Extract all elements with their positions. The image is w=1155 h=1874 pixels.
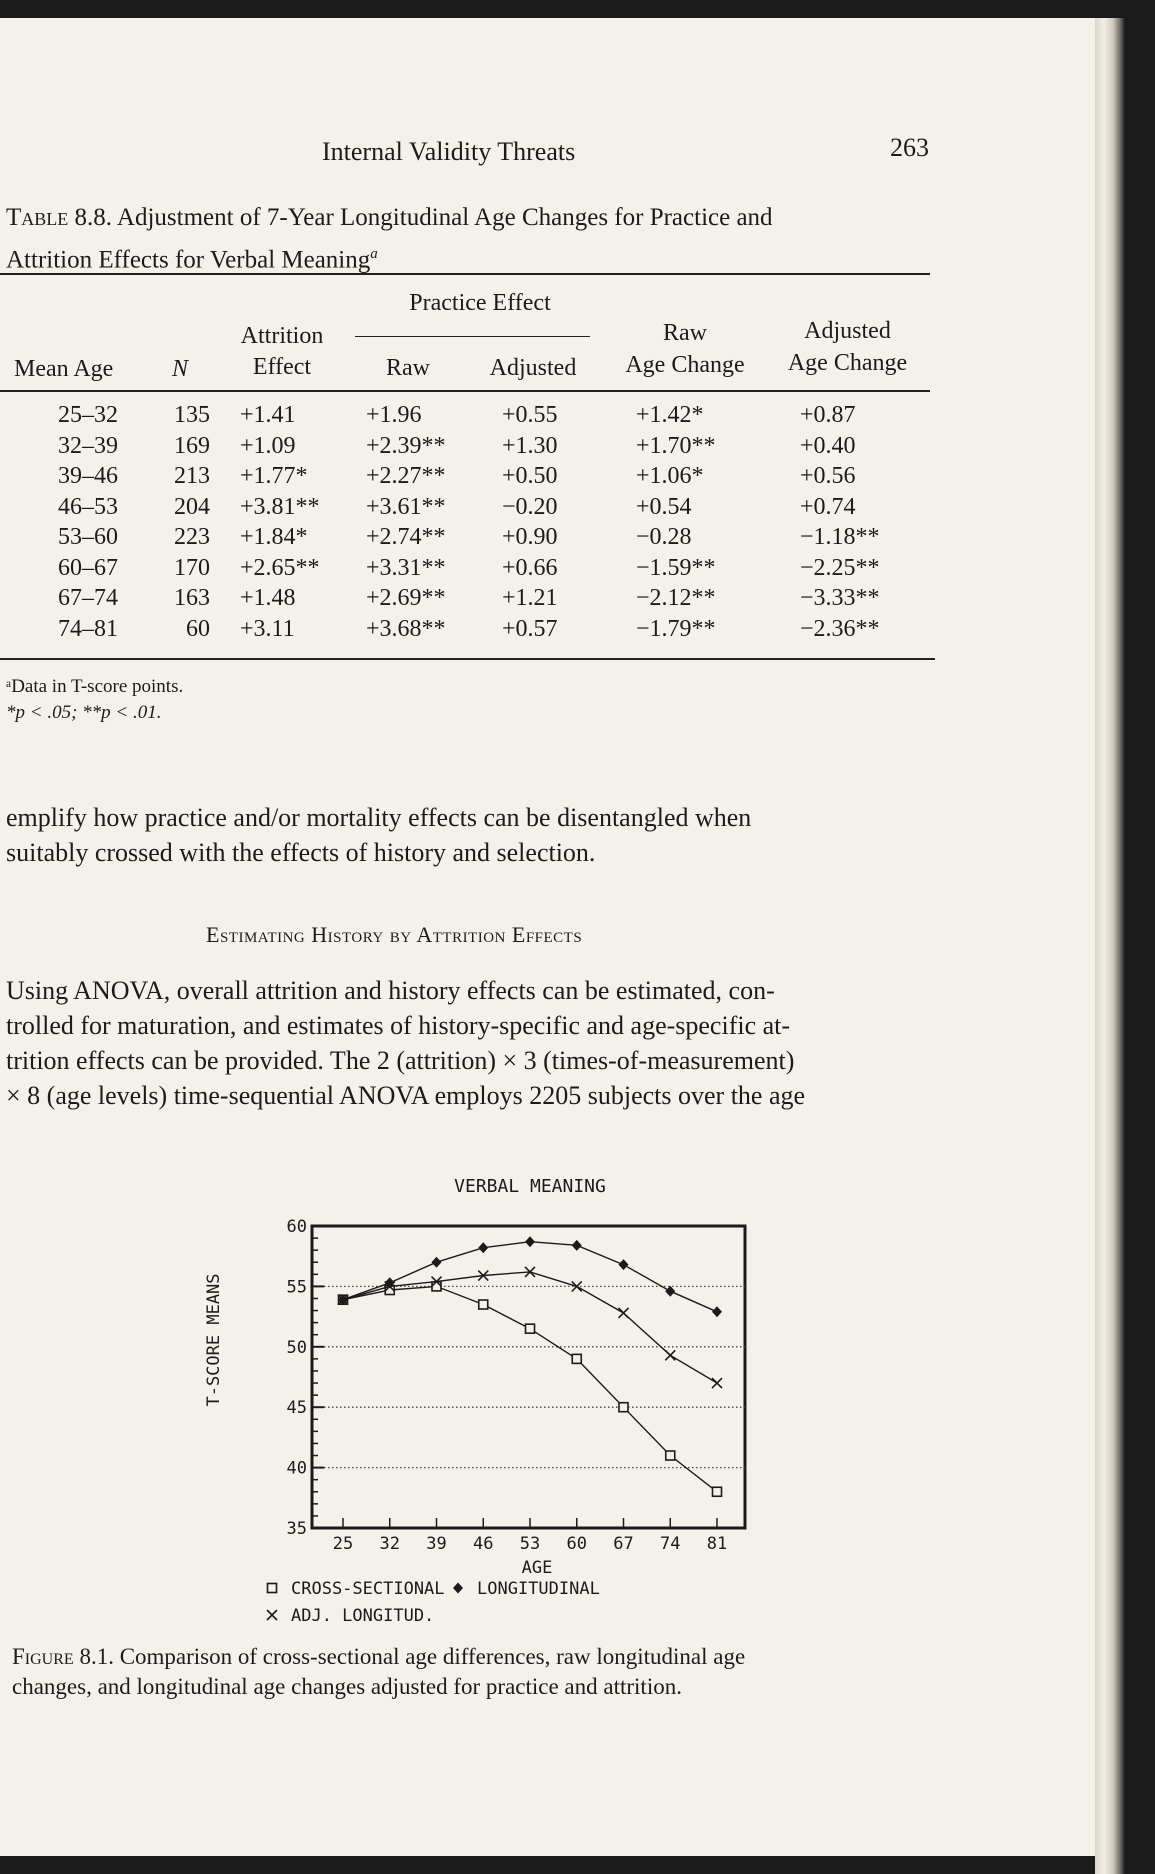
x-tick-label: 67 xyxy=(613,1534,634,1554)
page-edge xyxy=(1095,18,1125,1874)
legend-marker xyxy=(267,1610,277,1620)
header-raw-change-1: Raw xyxy=(663,320,707,346)
y-tick-label: 55 xyxy=(286,1277,307,1298)
table-cell-n: 204 xyxy=(174,493,210,520)
table-cell-raw-age-change: −2.12** xyxy=(636,585,716,611)
paragraph-1 xyxy=(6,800,936,870)
data-point-adj-longitud xyxy=(619,1308,629,1318)
paragraph-2-line-3: trition effects can be provided. The 2 (attrition) × 3 (times-of-measurement) xyxy=(6,1046,795,1075)
table-cell-raw-age-change: +1.42* xyxy=(636,402,704,428)
table-cell-mean-age: 39–46 xyxy=(58,463,118,489)
y-tick-label: 45 xyxy=(286,1398,307,1419)
table-cell-adjusted-age-change: +0.40 xyxy=(800,432,856,459)
table-cell-attrition-effect: +2.65** xyxy=(240,554,320,581)
table-footnote-1: ᵃData in T-score points. xyxy=(6,676,184,697)
header-n: N xyxy=(172,356,189,382)
table-cell-practice-adjusted: −0.20 xyxy=(502,493,558,520)
y-tick-label: 35 xyxy=(286,1519,307,1539)
table-cell-practice-adjusted: +1.30 xyxy=(502,432,558,459)
table-cell-practice-adjusted: +0.90 xyxy=(502,524,558,550)
table-cell-practice-adjusted: +0.55 xyxy=(502,402,558,428)
table-caption-sup: a xyxy=(370,246,378,262)
paragraph-2-line-1: Using ANOVA, overall attrition and history effects can be estimated, con- xyxy=(6,976,775,1005)
table-cell-raw-age-change: −1.59** xyxy=(636,554,716,581)
practice-span-rule xyxy=(355,336,590,337)
table-cell-adjusted-age-change: +0.87 xyxy=(800,402,856,428)
data-point-cross-sectional xyxy=(479,1300,488,1309)
table-cell-n: 213 xyxy=(174,463,210,489)
header-mean-age: Mean Age xyxy=(14,356,114,382)
table-caption xyxy=(6,200,906,278)
table-cell-mean-age: 32–39 xyxy=(58,432,118,459)
x-tick-label: 39 xyxy=(426,1534,447,1554)
paragraph-2 xyxy=(6,973,936,1113)
header-adj-change-2: Age Change xyxy=(787,350,908,376)
table-cell-mean-age: 67–74 xyxy=(58,585,118,611)
figure-caption-number: 8.1. xyxy=(79,1644,114,1669)
book-page xyxy=(0,18,1125,1856)
table-cell-attrition-effect: +1.48 xyxy=(240,585,296,611)
table-caption-number: 8.8. xyxy=(74,204,113,231)
table-cell-practice-raw: +2.27** xyxy=(366,463,446,489)
figure-caption-prefix: Figure xyxy=(12,1644,74,1669)
table-cell-n: 169 xyxy=(174,432,210,459)
table-cell-practice-adjusted: +0.50 xyxy=(502,463,558,489)
data-point-cross-sectional xyxy=(526,1324,535,1333)
data-point-cross-sectional xyxy=(666,1451,675,1460)
paragraph-2-line-2: trolled for maturation, and estimates of history-specific and age-specific at- xyxy=(6,1011,791,1040)
table-cell-raw-age-change: −1.79** xyxy=(636,615,716,642)
table-cell-attrition-effect: +3.81** xyxy=(240,493,320,520)
table-cell-mean-age: 53–60 xyxy=(58,524,118,550)
table-cell-practice-adjusted: +0.57 xyxy=(502,615,558,642)
chart-title: VERBAL MEANING xyxy=(454,1176,606,1197)
table-cell-raw-age-change: −0.28 xyxy=(636,524,692,550)
chart-legend xyxy=(267,1579,600,1626)
paragraph-2-line-4: × 8 (age levels) time-sequential ANOVA employs 2205 subjects over the age xyxy=(6,1081,806,1110)
table-cell-practice-raw: +3.31** xyxy=(366,554,446,581)
section-heading: Estimating History by Attrition Effects xyxy=(206,922,583,947)
table-cell-adjusted-age-change: −2.36** xyxy=(800,615,880,642)
data-point-longitudinal xyxy=(712,1306,722,1317)
header-raw-change-2: Age Change xyxy=(625,352,745,378)
tick-layer xyxy=(287,1217,728,1554)
table-cell-n: 170 xyxy=(174,554,210,581)
table-cell-practice-raw: +3.68** xyxy=(366,615,446,642)
table-bottom-rule xyxy=(0,658,935,660)
x-tick-label: 81 xyxy=(706,1534,728,1554)
series-line-cross-sectional xyxy=(343,1286,717,1491)
y-tick-label: 40 xyxy=(286,1458,307,1479)
table-header-rule xyxy=(0,390,930,392)
x-tick-label: 60 xyxy=(566,1534,587,1554)
table-cell-adjusted-age-change: −1.18** xyxy=(800,524,880,550)
legend-marker xyxy=(268,1584,277,1593)
legend-label: LONGITUDINAL xyxy=(477,1579,600,1599)
data-point-longitudinal xyxy=(478,1242,488,1253)
series-layer xyxy=(338,1236,722,1496)
table-cell-practice-raw: +2.69** xyxy=(366,585,446,611)
table-cell-adjusted-age-change: −3.33** xyxy=(800,585,880,611)
series-line-longitudinal xyxy=(343,1242,717,1312)
verbal-meaning-chart xyxy=(195,1168,795,1638)
header-attrition-2: Effect xyxy=(252,354,312,380)
table-cell-practice-raw: +2.74** xyxy=(366,524,446,550)
table-cell-n: 223 xyxy=(174,524,210,550)
table-caption-prefix: Table xyxy=(6,204,69,231)
table-cell-raw-age-change: +1.70** xyxy=(636,432,716,459)
table-cell-practice-adjusted: +1.21 xyxy=(502,585,558,611)
table-cell-n: 163 xyxy=(174,585,210,611)
running-title: Internal Validity Threats xyxy=(322,137,576,166)
paragraph-1-line-2: suitably crossed with the effects of history and selection. xyxy=(6,838,596,867)
table-cell-adjusted-age-change: −2.25** xyxy=(800,554,880,581)
table-cell-attrition-effect: +1.09 xyxy=(240,432,296,459)
table-cell-attrition-effect: +1.77* xyxy=(240,463,308,489)
data-point-adj-longitud xyxy=(665,1350,675,1360)
data-point-adj-longitud xyxy=(712,1378,722,1388)
figure-caption-line-1: Comparison of cross-sectional age differences, raw longitudinal age xyxy=(119,1644,746,1669)
y-tick-label: 60 xyxy=(286,1217,307,1237)
table-cell-adjusted-age-change: +0.56 xyxy=(800,463,856,489)
table-cell-attrition-effect: +1.84* xyxy=(240,524,308,550)
figure-caption xyxy=(12,1642,947,1702)
x-tick-label: 25 xyxy=(332,1534,354,1554)
table-cell-mean-age: 46–53 xyxy=(58,493,118,520)
data-point-longitudinal xyxy=(665,1286,675,1297)
header-raw: Raw xyxy=(386,355,430,381)
table-cell-n: 60 xyxy=(186,615,210,642)
data-point-longitudinal xyxy=(525,1236,535,1247)
x-tick-label: 32 xyxy=(379,1534,400,1554)
x-tick-label: 74 xyxy=(660,1534,681,1554)
table-cell-raw-age-change: +1.06* xyxy=(636,463,704,489)
data-point-cross-sectional xyxy=(713,1487,722,1496)
table-footnote-2: *p < .05; **p < .01. xyxy=(6,702,162,723)
table-cell-raw-age-change: +0.54 xyxy=(636,493,692,520)
table-cell-practice-raw: +1.96 xyxy=(366,402,422,428)
header-practice-effect: Practice Effect xyxy=(409,290,551,316)
table-cell-mean-age: 74–81 xyxy=(58,615,118,642)
legend-label: CROSS-SECTIONAL xyxy=(291,1579,445,1599)
table-cell-attrition-effect: +1.41 xyxy=(240,402,296,428)
header-adj-change-1: Adjusted xyxy=(804,318,891,344)
data-point-cross-sectional xyxy=(572,1354,581,1363)
chart-y-label: T-SCORE MEANS xyxy=(204,1273,224,1407)
page-number: 263 xyxy=(890,133,929,162)
table-cell-mean-age: 25–32 xyxy=(58,402,118,428)
paragraph-1-line-1: emplify how practice and/or mortality effects can be disentangled when xyxy=(6,803,752,832)
x-tick-label: 46 xyxy=(473,1534,494,1554)
table-caption-line-1: Adjustment of 7-Year Longitudinal Age Changes for Practice and xyxy=(116,204,773,231)
legend-label: ADJ. LONGITUD. xyxy=(291,1606,435,1626)
table-cell-adjusted-age-change: +0.74 xyxy=(800,493,856,520)
legend-marker xyxy=(453,1583,463,1594)
table-cell-practice-raw: +3.61** xyxy=(366,493,446,520)
table-cell-n: 135 xyxy=(174,402,210,428)
table-cell-attrition-effect: +3.11 xyxy=(240,615,295,642)
table-cell-mean-age: 60–67 xyxy=(58,554,118,581)
table-top-rule xyxy=(0,273,930,275)
x-tick-label: 53 xyxy=(519,1534,541,1554)
table-cell-practice-raw: +2.39** xyxy=(366,432,446,459)
y-tick-label: 50 xyxy=(286,1337,307,1358)
data-point-longitudinal xyxy=(572,1240,582,1251)
data-point-cross-sectional xyxy=(432,1282,441,1291)
table-caption-line-2: Attrition Effects for Verbal Meaning xyxy=(6,246,371,274)
header-adjusted: Adjusted xyxy=(489,355,577,381)
data-point-longitudinal xyxy=(619,1259,629,1270)
data-point-cross-sectional xyxy=(619,1403,628,1412)
figure-caption-line-2: changes, and longitudinal age changes adjusted for practice and attrition. xyxy=(12,1674,682,1699)
data-point-longitudinal xyxy=(432,1257,442,1268)
grid-layer xyxy=(312,1286,745,1467)
header-attrition-1: Attrition xyxy=(240,323,324,349)
chart-x-label: AGE xyxy=(521,1558,553,1578)
table-cell-practice-adjusted: +0.66 xyxy=(502,554,558,581)
